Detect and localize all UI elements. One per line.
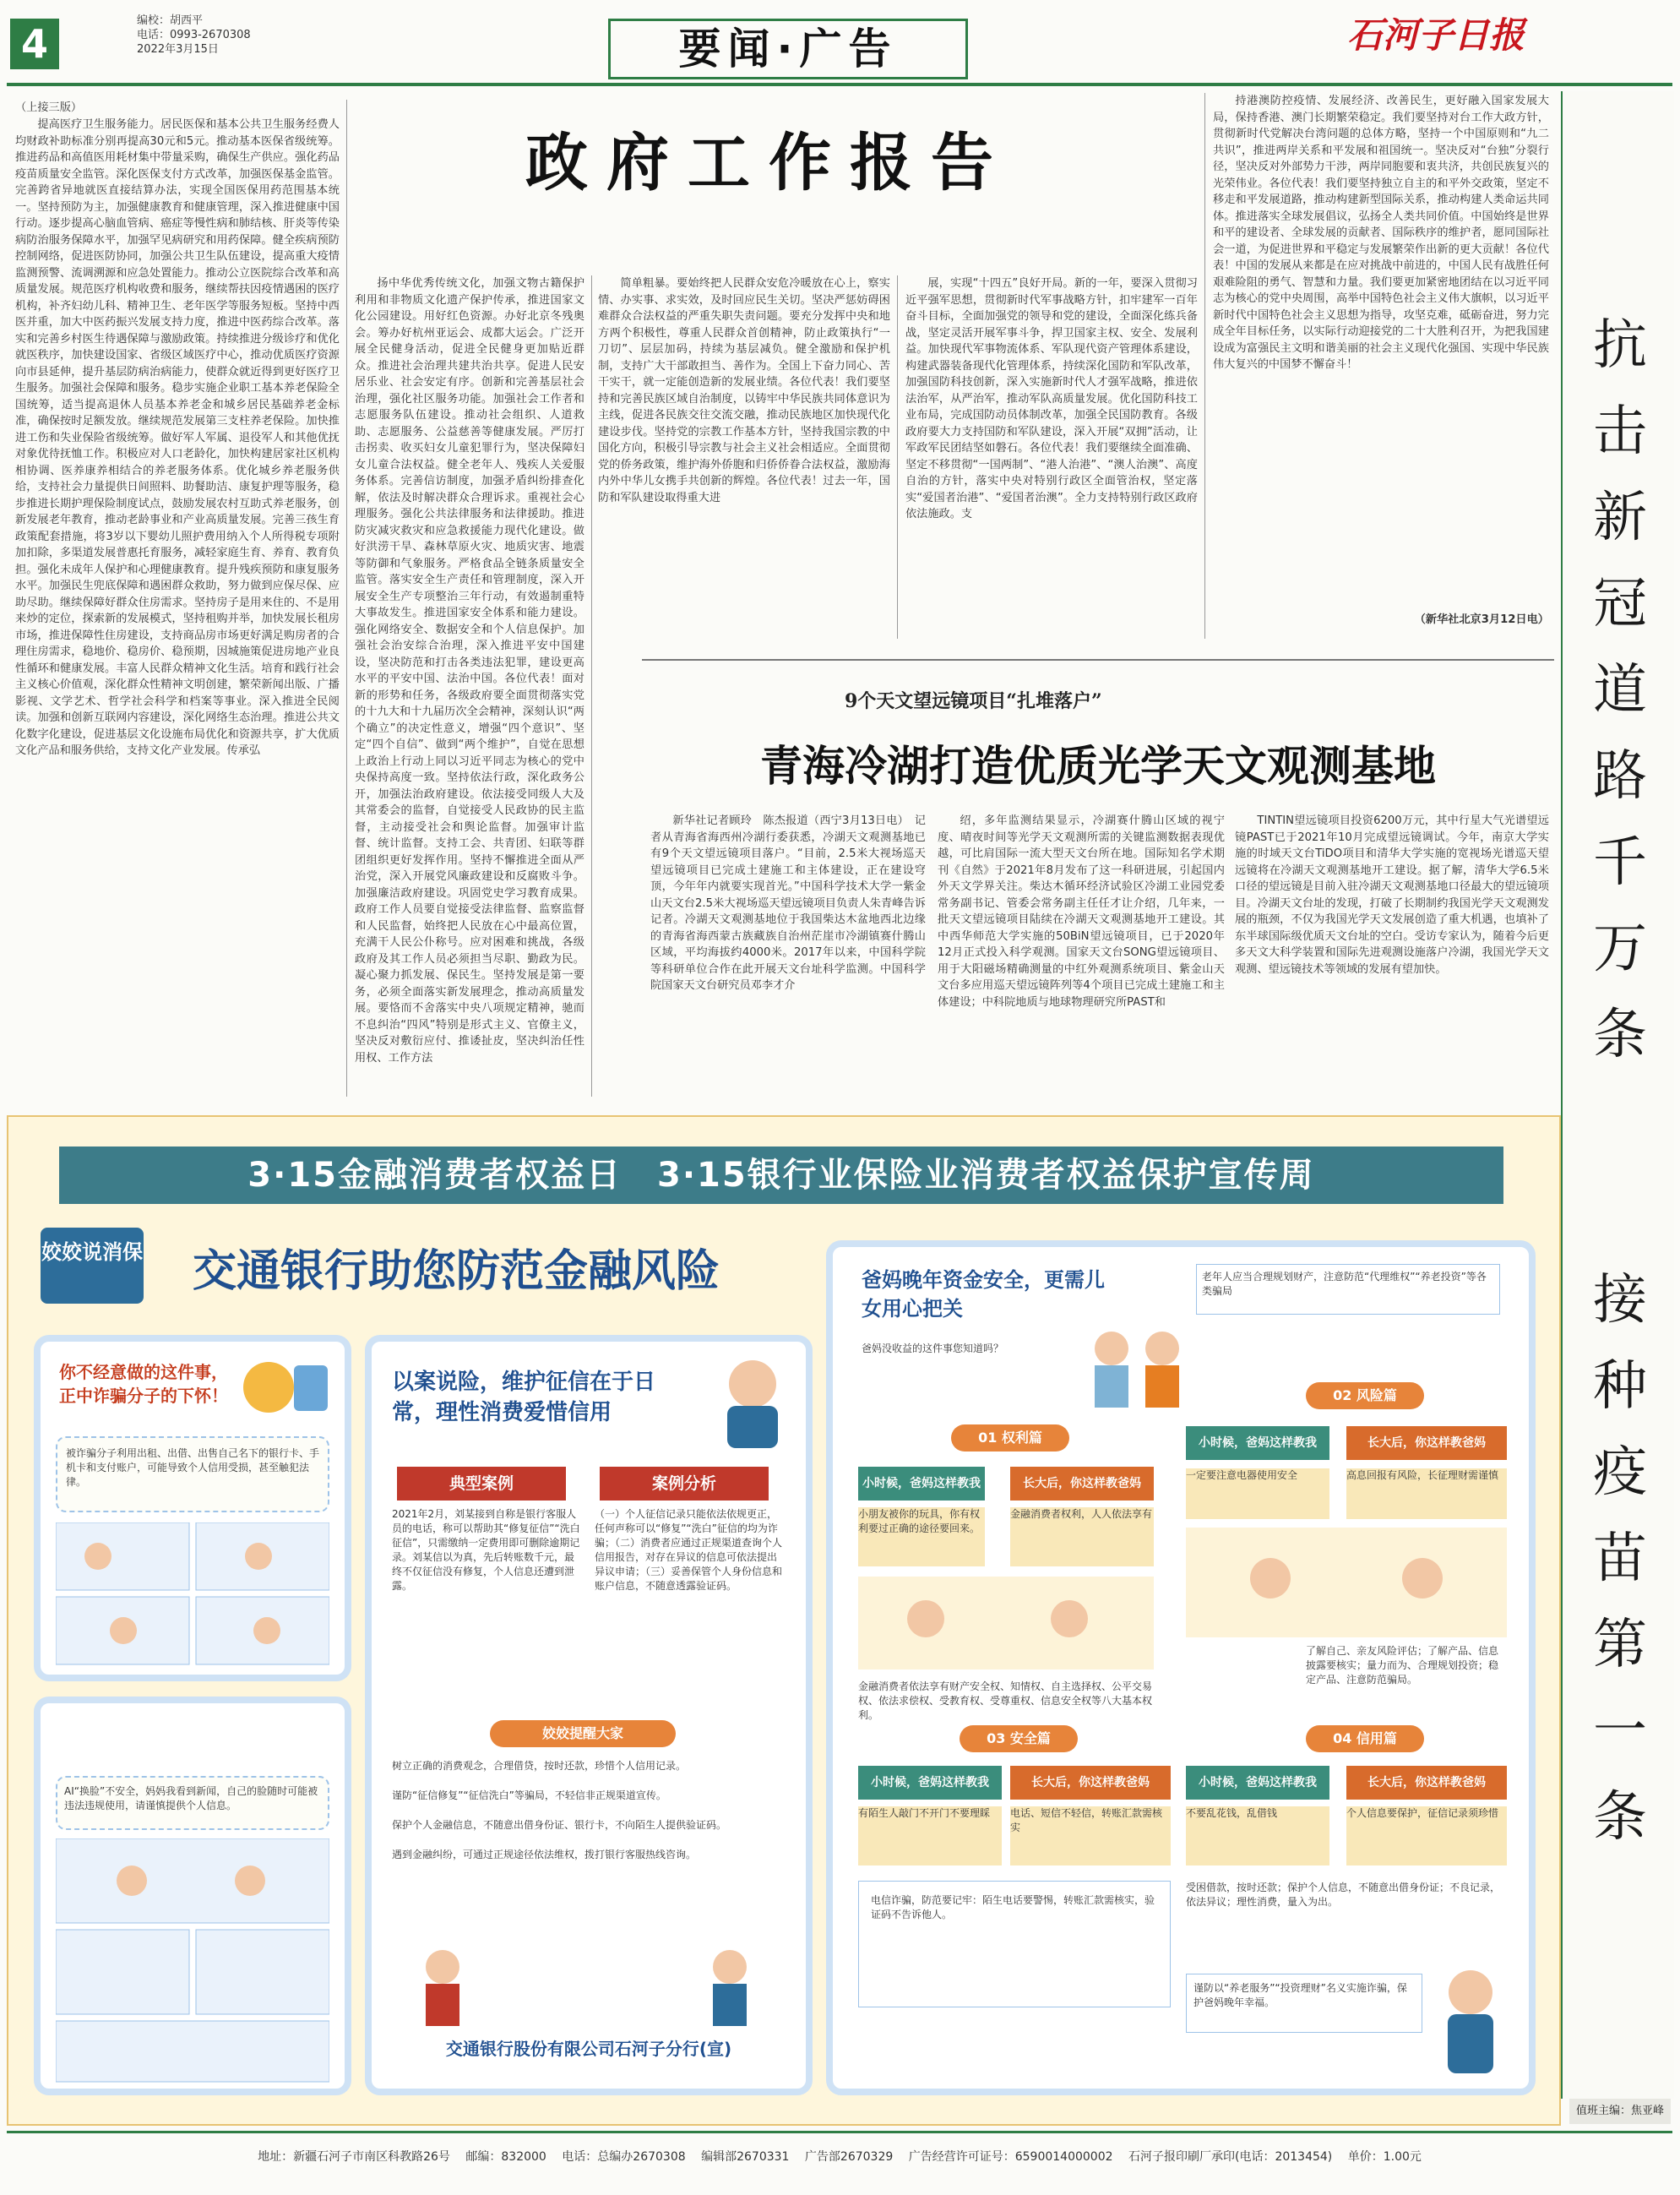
tip-item: 谨防“征信修复”“征信洗白”等骗局，不轻信非正规渠道宣传。: [392, 1789, 666, 1801]
sec1-label: 01 权利篇: [951, 1424, 1069, 1452]
newspaper-logo: 石河子日报: [1347, 14, 1525, 56]
footer-printer: 石河子报印刷厂承印(电话：2013454): [1128, 2150, 1333, 2164]
sec4-right: 个人信息要保护，征信记录须珍惜: [1346, 1806, 1507, 1865]
sec2-label: 02 风险篇: [1306, 1382, 1424, 1409]
article-column-2: 扬中华优秀传统文化，加强文物古籍保护利用和非物质文化遗产保护传承，推进国家文化公园建设。用好红色资源。办好北京冬残奥会。筹办好杭州亚运会、成都大运会。广泛开展全民健身活动，促进全民健身更加贴近群众。推进社会治理共建共治共享。促进人民安居乐业、社会安定有序。创新和完善基层社会治理，强化社区服务功能。加强社会工作者和志愿服务队伍建设。推动社会组织、人道救助、志愿服务、公益慈善等健康发展。严厉打击拐卖、收买妇女儿童犯罪行为，坚决保障妇女儿童合法权益。健全老年人、残疾人关爱服务体系。完善信访制度，加强矛盾纠纷排查化解，依法及时解决群众合理诉求。重视社会心理服务。强化公共法律服务和法律援助。推进防灾减灾救灾和应急救援能力现代化建设。做好洪涝干旱、森林草原火灾、地质灾害、地震等防御和气象服务。严格食品全链条质量安全监管。落实安全生产责任和管理制度，深入开展安全生产专项整治三年行动，有效遏制重特大事故发生。推进国家安全体系和能力建设。强化网络安全、数据安全和个人信息保护。加强社会治安综合治理，深入推进平安中国建设，坚决防范和打击各类违法犯罪，建设更高水平的平安中国、法治中国。各位代表！面对新的形势和任务，各级政府要全面贯彻落实党的十九大和十九届历次全会精神，深刻认识“两个确立”的决定性意义，增强“四个意识”、坚定“四个自信”、做到“两个维护”，自觉在思想上政治上行动上同以习近平同志为核心的党中央保持高度一致。坚持依法行政，深化政务公开，加强法治政府建设。依法接受同级人大及其常委会的监督，自觉接受人民政协的民主监督，主动接受社会和舆论监督。加强审计监督、统计监督。支持工会、共青团、妇联等群团组织更好发挥作用。坚持不懈推进全面从严治党，深入开展党风廉政建设和反腐败斗争。加强廉洁政府建设。巩固党史学习教育成果。政府工作人员要自觉接受法律监督、监察监督和人民监督，始终把人民放在心中最高位置，充满干人民公仆称号。应对困难和挑战，各级政府及其工作人员必须担当尽职、勤政为民。凝心聚力抓发展、保民生。坚持发展是第一要务，必须全面落实新发展理念，推动高质量发展。要恪而不舍落实中央八项规定精神，驰而不息纠治“四风”特别是形式主义、官僚主义，坚决反对敷衍应付、推诿扯皮，坚决纠治任性用权、工作方法: [355, 277, 584, 1065]
ad-badge: 姣姣说消保: [41, 1228, 144, 1304]
sec2-grown: 长大后，你这样教爸妈: [1346, 1426, 1507, 1460]
duty-editor: 值班主编：焦亚峰: [1569, 2099, 1671, 2124]
article-column-3: 简单粗暴。要始终把人民群众安危冷暖放在心上，察实情、办实事、求实效，及时回应民生关切。坚决严惩妨碍困难群众合法权益的严重失职失责问题。要充分发挥中央和地方两个积极性，尊重人民群众首创精神，防止政策执行“一刀切”、层层加码，持续为基层减负。健全激励和保护机制，支持广大干部敢担当、善作为。全国上下奋力同心、苦干实干，就一定能创造新的发展业绩。各位代表！我们要坚持和完善民族区域自治制度，以铸牢中华民族共同体意识为主线，促进各民族交往交流交融，推动民族地区加快现代化建设步伐。坚持党的宗教工作基本方针，坚持我国宗教的中国化方向，积极引导宗教与社会主义社会相适应。全面贯彻党的侨务政策，维护海外侨胞和归侨侨眷合法权益，激励海内外中华儿女携手共创新的辉煌。各位代表！过去一年，国防和军队建设取得重大进: [598, 277, 890, 504]
sec2-childhood: 小时候，爸妈这样教我: [1186, 1426, 1329, 1460]
footer-address: 地址：新疆石河子市南区科教路26号: [258, 2150, 450, 2164]
sec3-childhood: 小时候，爸妈这样教我: [858, 1766, 1002, 1800]
slogan-strip: [1561, 91, 1674, 2099]
ad-left-bottom-panel: [34, 1697, 351, 2095]
sec1-left: 小朋友被你的玩具，你有权利要过正确的途径要回来。: [858, 1507, 985, 1566]
slogan-line-2: 接种疫苗第一条: [1593, 1269, 1647, 1849]
article2-title: 青海冷湖打造优质光学天文观测基地: [760, 742, 1436, 791]
sec4-grown: 长大后，你这样教爸妈: [1346, 1766, 1507, 1800]
column-divider: [346, 100, 347, 1097]
footer-ads: 广告部2670329: [804, 2150, 894, 2164]
sec1-right: 金融消费者权利，人人依法享有: [1010, 1507, 1154, 1566]
sec2-right: 高息回报有风险，长征理财需谨慎: [1346, 1468, 1507, 1519]
mascot-tip: 谨防以“养老服务”“投资理财”名义实施诈骗，保护爸妈晚年幸福。: [1186, 1974, 1422, 2033]
sec1-illustration: [858, 1577, 1154, 1669]
sec4-list: 受困借款，按时还款；保护个人信息，不随意出借身份证；不良记录，依法异议；理性消费，量入为出。: [1186, 1882, 1501, 1908]
analysis-label: 案例分析: [600, 1467, 769, 1501]
warning-illustration: [235, 1353, 336, 1421]
sec1-text: 金融消费者依法享有财产安全权、知情权、自主选择权、公平交易权、依法求偿权、受教育权、受尊重权、信息安全权等八大基本权利。: [858, 1680, 1153, 1721]
article-column-1: 提高医疗卫生服务能力。居民医保和基本公共卫生服务经费人均财政补助标准分别再提高30元和5元。推动基本医保省级统筹。推进药品和高值医用耗材集中带量采购，确保生产供应。强化药品疫苗质量安全监管。深化医保支付方式改革，加强医保基金监管。完善跨省异地就医直接结算办法，实现全国医保用药范围基本统一。坚持预防为主，加强健康教育和健康管理，深入推进健康中国行动。逐步提高心脑血管病、癌症等慢性病和肺结核、肝炎等传染病防治服务保障水平，加强罕见病研究和用药保障。健全疾病预防控制网络，促进医防协同，加强公共卫生队伍建设，提高重大疫情监测预警、流调溯源和应急处置能力。推动公立医院综合改革和高质量发展。规范医疗机构收费和服务，继续帮扶因疫情遇困的医疗机构，补齐妇幼儿科、精神卫生、老年医学等服务短板。坚持中西医并重，加大中医药振兴发展支持力度，推进中医药综合改革。落实和完善乡村医生待遇保障与激励政策。持续推进分级诊疗和优化就医秩序，加快建设国家、省级区域医疗中心，推动优质医疗资源向市县延伸，提升基层防病治病能力，使群众就近得到更好医疗卫生服务。加强社会保障和服务。稳步实施企业职工基本养老保险全国统筹，适当提高退休人员基本养老金和城乡居民基础养老金标准，确保按时足额发放。继续规范发展第三支柱养老保险。加快推进工伤和失业保险省级统筹。做好军人军属、退役军人和其他优抚对象优待抚恤工作。积极应对人口老龄化，加快构建居家社区机构相协调、医养康养相结合的养老服务体系。优化城乡养老服务供给，支持社会力量提供日间照料、助餐助洁、康复护理等服务，稳步推进长期护理保险制度试点，鼓励发展农村互助式养老服务，创新发展老年教育，推动老龄事业和产业高质量发展。完善三孩生育政策配套措施，将3岁以下婴幼儿照护费用纳入个人所得税专项附加扣除，多渠道发展普惠托育服务，减轻家庭生育、养育、教育负担。强化未成年人保护和心理健康教育。提升残疾预防和康复服务水平。加强民生兜底保障和遇困群众救助，努力做到应保尽保、应助尽助。继续保障好群众住房需求。坚持房子是用来住的、不是用来炒的定位，探索新的发展模式，坚持租购并举，加快发展长租房市场，推进保障性住房建设，支持商品房市场更好满足购房者的合理住房需求，稳地价、稳房价、稳预期，因城施策促进房地产业良性循环和健康发展。丰富人民群众精神文化生活。培育和践行社会主义核心价值观，深化群众性精神文明创建，繁荣新闻出版、广播影视、文学艺术、哲学社会科学和档案等事业。深入推进全民阅读。加强和创新互联网内容建设，深化网络生态治理。推进公共文化数字化建设，促进基层文化设施布局优化和资源共享，扩大优质文化产品和服务供给，支持文化产业发展。传承弘: [15, 118, 340, 757]
middle-title: 以案说险，维护征信在于日常，理性消费爱惜信用: [392, 1370, 656, 1425]
editor-line: 编校：胡西平: [137, 14, 204, 27]
ad-middle-panel: [365, 1335, 813, 2095]
right-note: 老年人应当合理规划财产，注意防范“代理维权”“养老投资”等各类骗局: [1196, 1264, 1500, 1315]
sec4-label: 04 信用篇: [1306, 1725, 1424, 1752]
comic-strip-illustration: [56, 1522, 329, 1666]
tip-item: 树立正确的消费观念，合理借贷，按时还款，珍惜个人信用记录。: [392, 1760, 687, 1772]
sec3-left: 有陌生人敲门不开门不要理睬: [858, 1806, 1002, 1865]
sec2-list: 了解自己、亲友风险评估；了解产品、信息披露要核实；量力而为、合理规划投资；稳定产品、注意防范骗局。: [1306, 1645, 1499, 1686]
column-divider: [591, 275, 592, 1097]
phone-tip: 电信诈骗，防范要记牢：陌生电话要警惕，转账汇款需核实，验证码不告诉他人。: [858, 1881, 1171, 2007]
sec4-childhood: 小时候，爸妈这样教我: [1186, 1766, 1329, 1800]
page-footer: [7, 2131, 1672, 2181]
footer-editorial: 编辑部2670331: [701, 2150, 790, 2164]
sec2-left: 一定要注意电器使用安全: [1186, 1468, 1329, 1519]
tip-item: 保护个人金融信息，不随意出借身份证、银行卡，不向陌生人提供验证码。: [392, 1819, 727, 1831]
left-top-title: 你不经意做的这件事，正中诈骗分子的下怀！: [59, 1362, 228, 1406]
tip-item: 遇到金融纠纷，可通过正规途径依法维权，拨打银行客服热线咨询。: [392, 1849, 697, 1860]
article2-kicker: 9个天文望远镜项目“扎堆落户”: [845, 690, 1102, 712]
article2-column-3: TINTIN望远镜项目投资6200万元，其中行星大气光谱望远镜PAST已于2021年10月完成望远镜调试。今年，南京大学实施的时域天文台TiDO项目和清华大学实施的宽视场光谱巡天望远镜将在冷湖天文观测基地开工建设。据了解，清华大学6.5米口径的望远镜是目前入驻冷湖天文观测基地口径最大的望远镜项目。冷湖天文台址的发现，打破了长期制约我国光学天文观测发展的瓶颈，不仅为我国光学天文发展创造了重大机遇，也填补了东半球国际级优质天文台址的空白。受访专家认为，随着今后更多天文大科学装置和国际先进观测设施落户冷湖，我国光学天文观测、望远镜技术等领域的发展有望加快。: [1235, 814, 1549, 976]
comic-strip-illustration: [56, 1838, 329, 2083]
article-byline: （新华社北京3月12日电）: [1414, 613, 1549, 626]
article-column-5: 持港澳防控疫情、发展经济、改善民生，更好融入国家发展大局，保持香港、澳门长期繁荣稳定。我们要坚持对台工作大政方针，贯彻新时代党解决台湾问题的总体方略，坚持一个中国原则和“九二共识”，推进两岸关系和平发展和祖国统一。坚决反对“台独”分裂行径，坚决反对外部势力干涉，两岸同胞要和衷共济，共创民族复兴的光荣伟业。各位代表！我们要坚持独立自主的和平外交政策，坚定不移走和平发展道路，推动构建新型国际关系，推动构建人类命运共同体。推进落实全球发展倡议，弘扬全人类共同价值。中国始终是世界和平的建设者、全球发展的贡献者、国际秩序的维护者，愿同国际社会一道，为促进世界和平稳定与发展繁荣作出新的更大贡献！各位代表！中国的发展从来都是在应对挑战中前进的，中国人民有战胜任何艰难险阻的勇气、智慧和力量。我们要更加紧密地团结在以习近平同志为核心的党中央周围，高举中国特色社会主义伟大旗帜，以习近平新时代中国特色社会主义思想为指导，攻坚克难，砥砺奋进，努力完成全年目标任务，以实际行动迎接党的二十大胜利召开，为把我国建设成为富强民主文明和谐美丽的社会主义现代化强国、实现中华民族伟大复兴的中国梦不懈奋斗！: [1213, 95, 1549, 371]
ad-left-top-panel: [34, 1335, 351, 1681]
ad-banner: 3·15金融消费者权益日 3·15银行业保险业消费者权益保护宣传周: [59, 1147, 1503, 1204]
family-illustration: [1069, 1320, 1204, 1413]
date-line: 2022年3月15日: [137, 43, 219, 56]
right-intro: 爸妈没收益的这件事您知道吗？: [862, 1343, 1004, 1354]
slogan-line-1: 抗击新冠道路千万条: [1593, 314, 1647, 1066]
tips-label: 姣姣提醒大家: [490, 1720, 676, 1747]
sec3-right: 电话、短信不轻信，转账汇款需核实: [1010, 1806, 1171, 1865]
column-divider: [897, 275, 898, 639]
header-rule: [7, 83, 1672, 86]
article2-column-1: 新华社记者顾玲 陈杰报道（西宁3月13日电） 记者从青海省海西州冷湖行委获悉，冷湖天文观测基地已有9个天文望远镜项目落户。“目前，2.5米大视场巡天望远镜项目已完成土建施工和主体建设，正在建设穹顶，今年年内就要实现首光。”中国科学技术大学一紫金山天文台2.5米大视场巡天望远镜项目负责人朱青峰告诉记者。冷湖天文观测基地位于我国柴达木盆地西北边缘的青海省海西蒙古族藏族自治州茫崖市冷湖镇赛什腾山区域，平均海拔约4000米。2017年以来，中国科学院等科研单位合作在此开展天文台址科学监测。中国科学院国家天文台研究员邓李才介: [650, 814, 926, 992]
sec1-childhood: 小时候，爸妈这样教我: [858, 1467, 985, 1501]
left-top-text: 被诈骗分子利用出租、出借、出售自己名下的银行卡、手机卡和支付账户，可能导致个人信用受损，甚至触犯法律。: [56, 1436, 329, 1512]
article-separator: [642, 659, 1554, 661]
section-title: 要闻·广告: [608, 19, 968, 79]
people-illustration: [392, 1933, 786, 2034]
mascot-illustration: [706, 1350, 799, 1452]
footer-postcode: 邮编：832000: [465, 2150, 546, 2164]
column-divider: [1204, 93, 1205, 639]
case-text: 2021年2月，刘某接到自称是银行客服人员的电话，称可以帮助其“修复征信”“洗白征信”，只需缴纳一定费用即可删除逾期记录。刘某信以为真，先后转账数千元，最终不仅征信没有修复，个人信息还遭到泄露。: [392, 1508, 580, 1592]
ad-title: 交通银行助您防范金融风险: [193, 1246, 720, 1297]
edition-info: [137, 14, 251, 57]
ad-signature: 交通银行股份有限公司石河子分行(宣): [445, 2039, 732, 2059]
footer-phone: 电话：总编办2670308: [562, 2150, 686, 2164]
tips-list: [392, 1759, 786, 1877]
analysis-text: （一）个人征信记录只能依法依规更正，任何声称可以“修复”“洗白”征信的均为诈骗；（二）消费者应通过正规渠道查询个人信用报告，对存在异议的信息可依法提出异议申请；（三）妥善保管个人身份信息和账户信息，不随意透露验证码。: [595, 1508, 783, 1592]
mascot-illustration: [1433, 1962, 1509, 2080]
sec3-grown: 长大后，你这样教爸妈: [1010, 1766, 1171, 1800]
page-number: 4: [10, 19, 59, 69]
article-title: 政府工作报告: [525, 127, 1012, 199]
right-title: 爸妈晚年资金安全，更需儿女用心把关: [862, 1268, 1105, 1321]
case-label: 典型案例: [397, 1467, 566, 1501]
continued-note: （上接三版）: [15, 101, 83, 114]
footer-license: 广告经营许可证号：6590014000002: [908, 2150, 1113, 2164]
sec4-left: 不要乱花钱，乱借钱: [1186, 1806, 1329, 1865]
article-column-4: 展，实现“十四五”良好开局。新的一年，要深入贯彻习近平强军思想，贯彻新时代军事战略方针，扣牢建军一百年奋斗目标，全面加强党的领导和党的建设，全面深化练兵备战，坚定灵活开展军事斗争，捍卫国家主权、安全、发展利益。加快现代军事物流体系、军队现代资产管理体系建设，构建武器装备现代化管理体系，持续深化国防和军队改革，加强国防科技创新，深入实施新时代人才强军战略，推进依法治军，从严治军，推动军队高质量发展。优化国防科技工业布局，完成国防动员体制改革，加强全民国防教育。各级政府要大力支持国防和军队建设，深入开展“双拥”活动，让军政军民团结坚如磐石。各位代表！我们要继续全面准确、坚定不移贯彻“一国两制”、“港人治港”、“澳人治澳”、高度自治的方针，落实中央对特别行政区全面管治权，坚定落实“爱国者治港”、“爱国者治澳”。全力支持特别行政区政府依法施政。支: [905, 277, 1198, 520]
article2-column-2: 绍，多年监测结果显示，冷湖赛什腾山区域的视宁度、晴夜时间等光学天文观测所需的关键监测数据表现优越，可比肩国际一流大型天文台所在地。国际知名学术期刊《自然》于2021年8月发布了这一科研进展，引起国内外天文学界关注。柴达木循环经济试验区冷湖工业园党委常务副书记、管委会常务副主任任才让介绍，几年来，一批天文望远镜项目陆续在冷湖天文观测基地开工建设。其中西华师范大学实施的50BiN望远镜项目，已于2020年12月正式投入科学观测。国家天文台SONG望远镜项目、用于大阳磁场精确测量的中红外观测系统项目、紫金山天文台多应用巡天望远镜阵列等4个项目已完成土建施工和主体建设；中科院地质与地球物理研究所PAST和: [938, 814, 1225, 1009]
sec1-grown: 长大后，你这样教爸妈: [1010, 1467, 1154, 1501]
left-bottom-text: AI“换脸”不安全，妈妈我看到新闻，自己的脸随时可能被违法违规使用，请谨慎提供个人信息。: [56, 1776, 329, 1830]
sec3-label: 03 安全篇: [960, 1725, 1078, 1752]
footer-price: 单价：1.00元: [1347, 2150, 1422, 2164]
ad-right-panel: [826, 1240, 1536, 2095]
sec2-illustration: [1186, 1528, 1507, 1637]
phone-line: 电话：0993-2670308: [137, 29, 251, 41]
